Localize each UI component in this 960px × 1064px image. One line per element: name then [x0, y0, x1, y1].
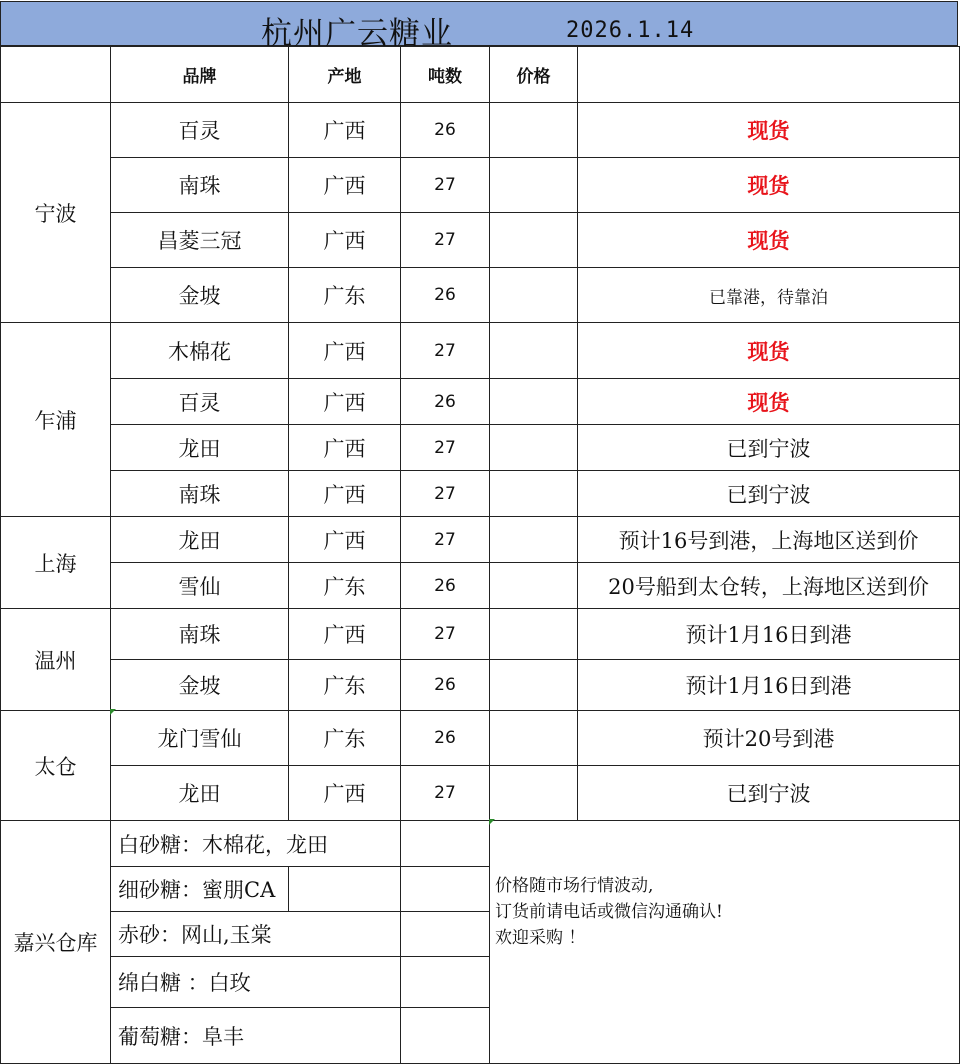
- origin-cell: 广东: [289, 711, 401, 766]
- warehouse-item: 赤砂：网山,玉棠: [111, 912, 401, 957]
- brand-cell: 龙田: [111, 425, 289, 471]
- tons-cell: 26: [401, 660, 490, 711]
- origin-cell: 广西: [289, 323, 401, 379]
- origin-cell: 广西: [289, 158, 401, 213]
- header-price: 价格: [490, 47, 578, 103]
- table-row: [1, 323, 960, 379]
- region-city: 乍浦: [1, 323, 111, 517]
- status-cell: 预计16号到港，上海地区送到价: [578, 517, 960, 563]
- price-cell: [490, 766, 578, 821]
- title-bar: [0, 1, 958, 52]
- price-cell: [490, 660, 578, 711]
- brand-cell: 南珠: [111, 158, 289, 213]
- warehouse-blank: [401, 867, 490, 912]
- company-name: 杭州广云糖业: [261, 16, 453, 52]
- table-row: [1, 103, 960, 158]
- origin-cell: 广东: [289, 660, 401, 711]
- origin-cell: 广西: [289, 425, 401, 471]
- tons-cell: 26: [401, 379, 490, 425]
- tons-cell: 26: [401, 563, 490, 609]
- tons-cell: 27: [401, 471, 490, 517]
- status-cell: 现货: [578, 158, 960, 213]
- brand-cell: 百灵: [111, 103, 289, 158]
- note-line: 欢迎采购 ！: [495, 928, 586, 948]
- price-cell: [490, 158, 578, 213]
- warehouse-city: 嘉兴仓库: [1, 821, 111, 1064]
- status-cell: 已到宁波: [578, 471, 960, 517]
- table-row: [1, 766, 960, 821]
- table-row: [1, 471, 960, 517]
- warehouse-row: [1, 821, 960, 867]
- origin-cell: 广东: [289, 268, 401, 323]
- table-row: [1, 268, 960, 323]
- header-tons: 吨数: [401, 47, 490, 103]
- status-cell: 现货: [578, 103, 960, 158]
- warehouse-blank: [401, 1008, 490, 1064]
- region-city: 宁波: [1, 103, 111, 323]
- header-origin: 产地: [289, 47, 401, 103]
- tons-cell: 27: [401, 609, 490, 660]
- tons-cell: 27: [401, 425, 490, 471]
- cell-comment-marker: [489, 819, 495, 825]
- warehouse-item: 葡萄糖：阜丰: [111, 1008, 401, 1064]
- table-row: [1, 379, 960, 425]
- tons-cell: 27: [401, 213, 490, 268]
- tons-cell: 27: [401, 323, 490, 379]
- price-cell: [490, 268, 578, 323]
- origin-cell: 广西: [289, 766, 401, 821]
- price-cell: [490, 471, 578, 517]
- warehouse-blank: [289, 867, 401, 912]
- tons-cell: 26: [401, 268, 490, 323]
- origin-cell: 广西: [289, 517, 401, 563]
- brand-cell: 南珠: [111, 609, 289, 660]
- warehouse-blank: [401, 957, 490, 1008]
- brand-cell: 龙田: [111, 766, 289, 821]
- origin-cell: 广西: [289, 103, 401, 158]
- price-cell: [490, 711, 578, 766]
- origin-cell: 广西: [289, 213, 401, 268]
- report-date: 2026.1.14: [566, 18, 695, 43]
- brand-cell: 百灵: [111, 379, 289, 425]
- warehouse-item: 细砂糖：蜜朋CA: [111, 867, 289, 912]
- origin-cell: 广东: [289, 563, 401, 609]
- table-row: [1, 711, 960, 766]
- tons-cell: 26: [401, 103, 490, 158]
- price-cell: [490, 213, 578, 268]
- brand-cell: 龙门雪仙: [111, 711, 289, 766]
- notes-cell: [490, 821, 960, 1064]
- status-cell: 现货: [578, 379, 960, 425]
- brand-cell: 金坡: [111, 660, 289, 711]
- table-row: [1, 660, 960, 711]
- status-cell: 已到宁波: [578, 425, 960, 471]
- tons-cell: 27: [401, 158, 490, 213]
- status-cell: 预计1月16日到港: [578, 609, 960, 660]
- origin-cell: 广西: [289, 379, 401, 425]
- table-row: [1, 158, 960, 213]
- brand-cell: 南珠: [111, 471, 289, 517]
- inventory-table: [0, 46, 960, 1064]
- status-cell: 预计20号到港: [578, 711, 960, 766]
- warehouse-item: 绵白糖 ：白玫: [111, 957, 401, 1008]
- tons-cell: 27: [401, 517, 490, 563]
- table-row: [1, 609, 960, 660]
- table-row: [1, 563, 960, 609]
- status-cell: 预计1月16日到港: [578, 660, 960, 711]
- price-cell: [490, 103, 578, 158]
- brand-cell: 金坡: [111, 268, 289, 323]
- table-row: [1, 517, 960, 563]
- tons-cell: 26: [401, 711, 490, 766]
- region-city: 上海: [1, 517, 111, 609]
- cell-comment-marker: [110, 709, 116, 715]
- status-cell: 现货: [578, 213, 960, 268]
- warehouse-blank: [401, 821, 490, 867]
- price-cell: [490, 563, 578, 609]
- brand-cell: 雪仙: [111, 563, 289, 609]
- origin-cell: 广西: [289, 471, 401, 517]
- tons-cell: 27: [401, 766, 490, 821]
- origin-cell: 广西: [289, 609, 401, 660]
- table-row: [1, 213, 960, 268]
- status-cell: 20号船到太仓转，上海地区送到价: [578, 563, 960, 609]
- price-cell: [490, 425, 578, 471]
- status-cell: 已靠港，待靠泊: [578, 268, 960, 323]
- warehouse-item: 白砂糖：木棉花，龙田: [111, 821, 401, 867]
- region-city: 温州: [1, 609, 111, 711]
- table-row: [1, 425, 960, 471]
- header-blank: [1, 47, 111, 103]
- brand-cell: 木棉花: [111, 323, 289, 379]
- price-cell: [490, 379, 578, 425]
- brand-cell: 龙田: [111, 517, 289, 563]
- price-cell: [490, 323, 578, 379]
- brand-cell: 昌菱三冠: [111, 213, 289, 268]
- header-status-blank: [578, 47, 960, 103]
- status-cell: 已到宁波: [578, 766, 960, 821]
- warehouse-blank: [401, 912, 490, 957]
- note-line: 价格随市场行情波动,: [495, 876, 654, 896]
- status-cell: 现货: [578, 323, 960, 379]
- price-cell: [490, 609, 578, 660]
- region-city: 太仓: [1, 711, 111, 821]
- header-brand: 品牌: [111, 47, 289, 103]
- price-cell: [490, 517, 578, 563]
- note-line: 订货前请电话或微信沟通确认!: [495, 902, 723, 922]
